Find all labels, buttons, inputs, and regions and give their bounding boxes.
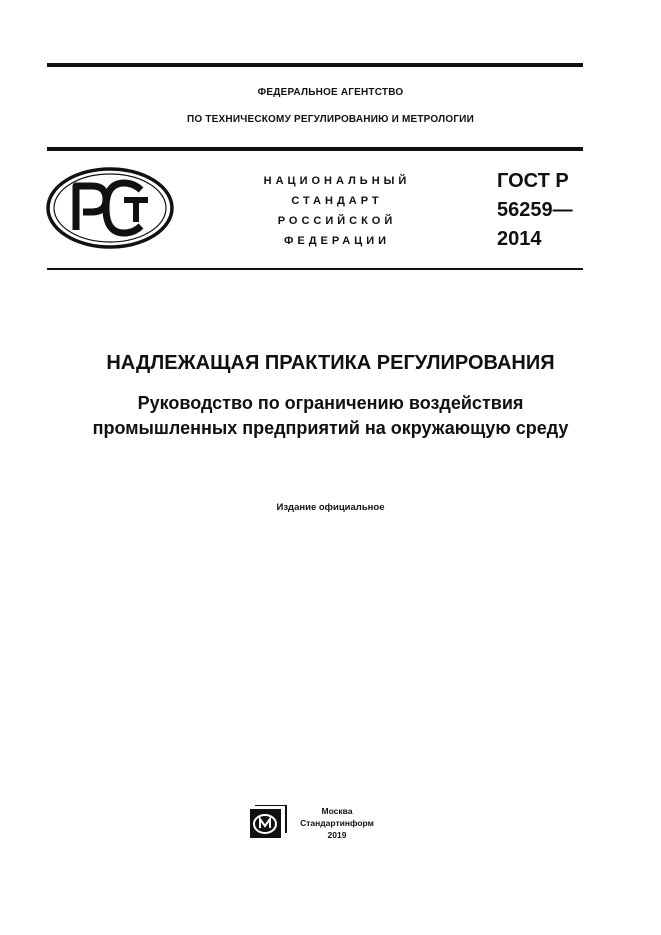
agency-line-2: ПО ТЕХНИЧЕСКОМУ РЕГУЛИРОВАНИЮ И МЕТРОЛОГИИ — [187, 114, 474, 125]
gost-line-1: ГОСТ Р — [497, 170, 569, 192]
national-line-1: НАЦИОНАЛЬНЫЙ — [263, 175, 411, 187]
document-subtitle-line-2: промышленных предприятий на окружающую среду — [92, 418, 569, 438]
standartinform-logo-icon — [249, 805, 287, 839]
national-standard-block — [232, 171, 442, 251]
national-line-2: СТАНДАРТ — [291, 195, 383, 207]
document-title: НАДЛЕЖАЩАЯ ПРАКТИКА РЕГУЛИРОВАНИЯ — [106, 352, 555, 374]
gost-line-2: 56259— — [497, 199, 573, 221]
publisher-name: Стандартинформ — [300, 818, 374, 828]
standard-block-rule — [47, 268, 583, 270]
publisher-year: 2019 — [327, 830, 347, 840]
document-subtitle-line-1: Руководство по ограничению воздействия — [137, 393, 524, 413]
gost-line-3: 2014 — [497, 228, 542, 250]
edition-label: Издание официальное — [276, 502, 385, 513]
agency-line-1: ФЕДЕРАЛЬНОЕ АГЕНТСТВО — [257, 87, 404, 98]
header-rule — [47, 147, 583, 151]
gost-number — [497, 167, 573, 254]
national-line-4: ФЕДЕРАЦИИ — [283, 235, 391, 247]
publisher-block — [292, 805, 382, 841]
national-line-3: РОССИЙСКОЙ — [277, 215, 397, 227]
rst-logo-icon — [46, 166, 174, 250]
top-rule — [47, 63, 583, 67]
publisher-city: Москва — [321, 806, 353, 816]
